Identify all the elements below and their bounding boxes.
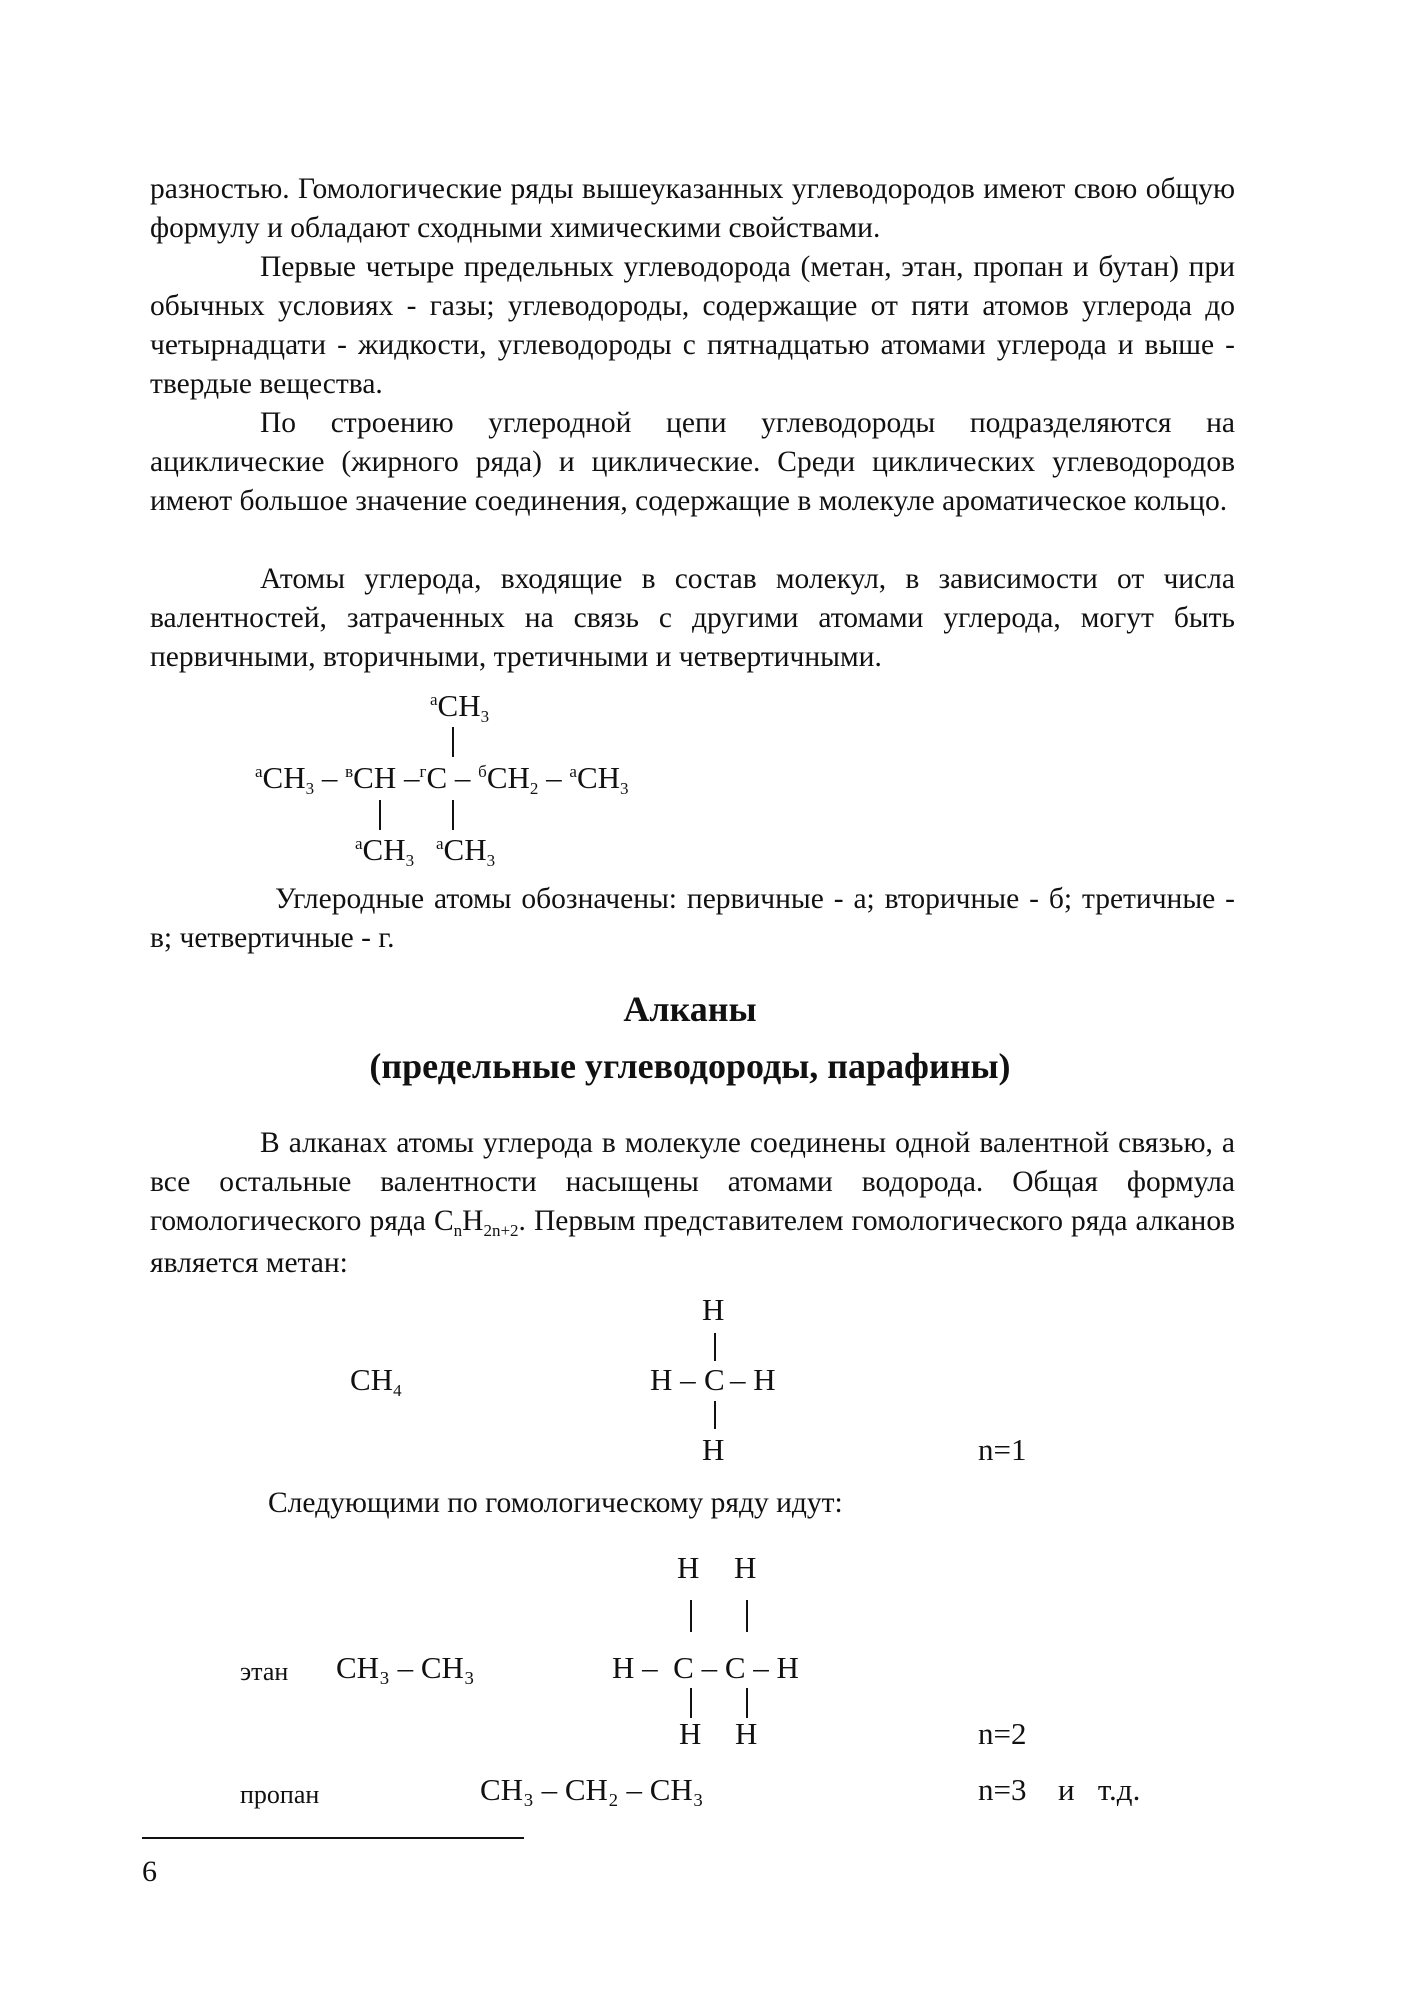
subscript: 3 [620,779,629,798]
subscript: 2 [529,779,539,798]
group: CH [576,760,621,795]
section-subtitle: (предельные углеводороды, парафины) [369,1046,1011,1086]
footnote-rule [142,1837,524,1839]
top-methyl [430,688,489,724]
group: CH [350,1362,394,1397]
bond-line [452,727,454,757]
methane-n: n=1 [978,1432,1027,1467]
methane-c: C [704,1362,725,1397]
group: CH [443,832,487,867]
bond-line [714,1333,716,1361]
page-number: 6 [142,1855,157,1888]
mark: а [255,762,263,781]
bond-line [746,1600,748,1632]
mark: а [436,834,444,853]
section-title: Алканы [623,989,757,1029]
next-text: Следующими по гомологическому ряду идут: [268,1487,843,1519]
alkanes-text-tail: . Первым представителем гомологического ряда алканов является метан: [150,1205,1236,1279]
ethane-n: n=2 [978,1716,1027,1751]
mark: а [355,834,363,853]
paragraph-legend [150,880,1235,958]
subscript: 3 [405,851,415,870]
subscript: 3 [305,779,315,798]
group: CH [362,832,406,867]
propane-name: пропан [240,1780,320,1809]
paragraph-2 [150,248,1235,404]
mark: б [478,762,487,781]
ethane-name: этан [240,1657,289,1686]
bond-line [379,800,381,830]
paragraph-4-text: Атомы углерода, входящие в состав молекул, в зависимости от числа валентностей, затраченных на связь с другими атомами углерода, могут быть первичными, вторичными, третичными и четвертичными. [150,563,1235,673]
methane-h-right: – H [730,1362,776,1397]
paragraph-next [150,1484,1235,1523]
group: CH [437,688,481,723]
bond-line [452,800,454,830]
group: CH [486,760,530,795]
propane-etc: и т.д. [1058,1772,1141,1807]
group: CH [353,760,397,795]
mark: в [345,762,354,781]
ethane-h-top-2: H [734,1550,757,1585]
paragraph-1: разностью. Гомологические ряды вышеуказанных углеводородов имеют свою общую формулу и обладают сходными химическими свойствами. [150,173,1235,244]
formula-sub-n: n [453,1221,463,1240]
bottom-methyl-1 [355,832,414,868]
subscript: 4 [393,1381,402,1400]
methane-h-bottom: H [702,1432,725,1467]
ethane-row: H – C – C – H [612,1650,799,1685]
bond: – [396,760,420,795]
ethane-h-bottom-1: H [679,1716,702,1751]
paragraph-alkanes [150,1124,1235,1283]
propane-condensed: CH₃ – CH₂ – CH₃ [480,1772,704,1807]
formula-h: H [462,1205,484,1237]
propane-n: n=3 [978,1772,1027,1807]
general-formula [433,1205,519,1240]
paragraph-2-text: Первые четыре предельных углеводорода (метан, этан, пропан и бутан) при обычных условиях - газы; углеводороды, содержащие от пяти атомов углерода до четырнадцати - жидкости, углеводороды с пятнадцатью атомами углерода и выше - твердые вещества. [150,251,1235,400]
subscript: 3 [480,707,490,726]
formula-c: C [433,1205,454,1237]
bond: – [538,760,570,795]
bottom-methyl-2 [436,832,495,868]
ethane-h-bottom-2: H [735,1716,758,1751]
paragraph-3 [150,404,1235,521]
group: CH [262,760,306,795]
group: C [426,760,448,795]
methane-h-left: H – [650,1362,696,1397]
legend-text: Углеродные атомы обозначены: первичные - а; вторичные - б; третичные - в; четвертичные - г. [150,883,1235,954]
bond-line [746,1688,748,1718]
ethane-condensed: CH₃ – CH₃ [336,1650,475,1685]
paragraph-3-text: По строению углеродной цепи углеводороды подразделяются на ациклические (жирного ряда) и циклические. Среди циклических углеводородов имеют большое значение соединения, содержащие в молекуле ароматическое кольцо. [150,407,1235,517]
alkanes-text: В алканах атомы углерода в молекуле соединены одной валентной связью, а все остальные валентности насыщены атомами водорода. Общая формула гомологического ряда [150,1127,1235,1237]
bond-line [690,1600,692,1632]
mark: а [569,762,577,781]
bond: – [447,760,479,795]
mark: г [419,762,427,781]
methane-h-top: H [702,1292,725,1327]
bond: – [314,760,346,795]
mark: а [430,690,438,709]
bond-line [690,1688,692,1718]
methane-condensed [350,1362,402,1398]
formula-sub-2n2: 2n+2 [483,1221,519,1240]
subscript: 3 [486,851,496,870]
paragraph-4 [150,560,1235,677]
bond-line [714,1401,716,1429]
ethane-h-top-1: H [677,1550,700,1585]
main-chain [255,760,629,796]
